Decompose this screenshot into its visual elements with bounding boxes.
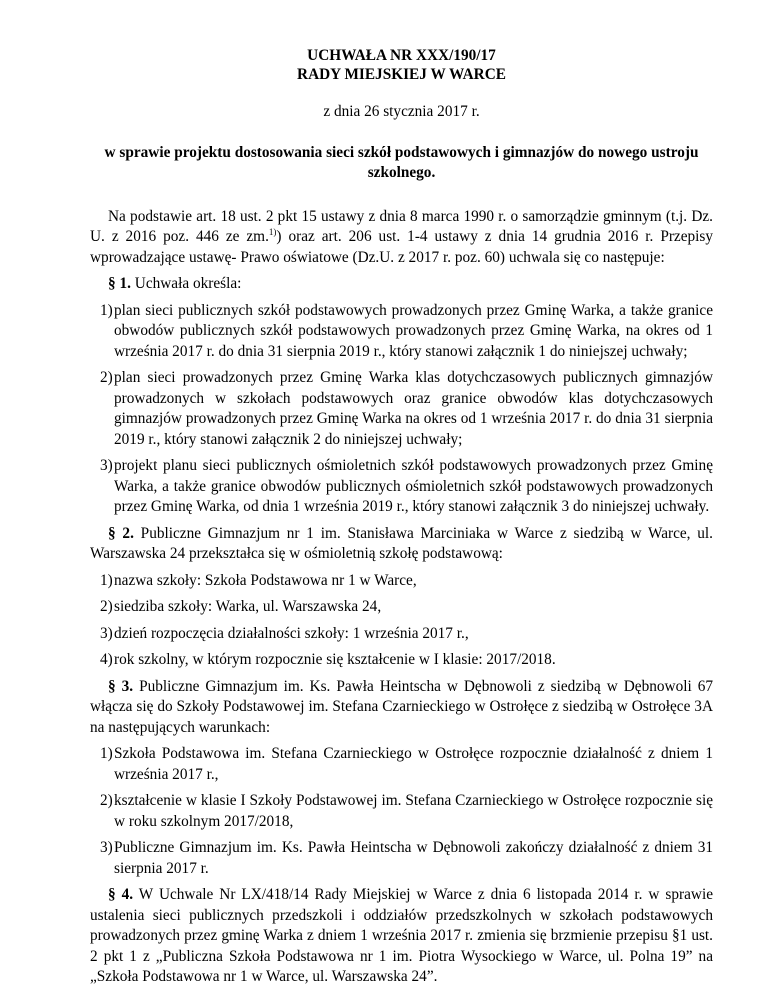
legal-basis-paragraph [90, 207, 713, 269]
resolution-subject: w sprawie projektu dostosowania sieci szkół podstawowych i gimnazjów do nowego ustroju szkolnego. [104, 143, 699, 181]
list-item [90, 838, 713, 879]
list-item-number: 3) [100, 624, 113, 642]
list-item-number: 2) [100, 369, 113, 386]
list-item-number: 3) [100, 457, 113, 474]
document-page [90, 0, 713, 988]
section-3-text: Publiczne Gimnazjum im. Ks. Pawła Heintscha w Dębnowoli z siedzibą w Dębnowoli 67 włącza się do Szkoły Podstawowej im. Stefana Czarnieckiego w Ostrołęce z siedzibą w Ostrołęce 3A na następujących warunkach: [90, 677, 713, 736]
list-item [90, 456, 713, 518]
list-item [90, 744, 713, 785]
section-4 [90, 885, 713, 988]
section-2 [90, 524, 713, 565]
section-1-number: § 1. [108, 275, 131, 292]
list-item-text: rok szkolny, w którym rozpocznie się kształcenie w I klasie: 2017/2018. [114, 651, 556, 668]
section-4-number: § 4. [108, 886, 134, 903]
list-item [90, 624, 713, 645]
council-name: RADY MIEJSKIEJ W WARCE [297, 66, 506, 83]
list-item-text: Szkoła Podstawowa im. Stefana Czarnieckiego w Ostrołęce rozpocznie działalność z dniem 1 września 2017 r., [114, 745, 713, 783]
section-3 [90, 677, 713, 739]
section-3-number: § 3. [108, 677, 134, 695]
list-item-number: 1) [100, 301, 113, 319]
list-item-text: dzień rozpoczęcia działalności szkoły: 1 września 2017 r., [114, 624, 469, 642]
list-item [90, 368, 713, 450]
list-item-text: Publiczne Gimnazjum im. Ks. Pawła Heintscha w Dębnowoli zakończy działalność z dniem 31 sierpnia 2017 r. [114, 839, 713, 877]
section-2-number: § 2. [108, 524, 134, 542]
section-1-text: Uchwała określa: [130, 275, 242, 292]
resolution-title: UCHWAŁA NR XXX/190/17 [307, 47, 496, 64]
list-item-number: 1) [100, 571, 113, 589]
list-item-number: 2) [100, 792, 113, 809]
list-item-text: siedziba szkoły: Warka, ul. Warszawska 24, [114, 598, 382, 615]
list-item-number: 2) [100, 598, 113, 615]
section-1 [90, 274, 713, 295]
legal-basis-text-a: Na podstawie art. 18 ust. 2 pkt 15 ustawy z dnia 8 marca 1990 r. o samorządzie gminnym (t.j. Dz. U. z 2016 poz. 446 ze zm. [90, 207, 713, 245]
section-2-text: Publiczne Gimnazjum nr 1 im. Stanisława Marciniaka w Warce z siedzibą w Warce, ul. Warszawska 24 przekształca się w ośmioletnią szkołę podstawową: [90, 524, 713, 562]
list-item-number: 1) [100, 745, 113, 762]
list-item-text: plan sieci publicznych szkół podstawowych prowadzonych przez Gminę Warka, a także granice obwodów publicznych szkół podstawowych prowadzonych przez Gminę Warka, na okres od 1 września 2017 r. do dnia 31 sierpnia 2019 r., który stanowi załącznik 1 do niniejszej uchwały; [114, 301, 713, 360]
legal-basis-text-b: ) oraz art. 206 ust. 1-4 ustawy z dnia 14 grudnia 2016 r. Przepisy wprowadzające ustawę- Prawo oświatowe (Dz.U. z 2017 r. poz. 60) uchwala się co następuje: [90, 228, 714, 266]
list-item-text: kształcenie w klasie I Szkoły Podstawowej im. Stefana Czarnieckiego w Ostrołęce rozpocznie się w roku szkolnym 2017/2018, [114, 792, 713, 830]
list-item-text: plan sieci prowadzonych przez Gminę Warka klas dotychczasowych publicznych gimnazjów prowadzonych w szkołach podstawowych oraz granice obwodów klas dotychczasowych gimnazjów prowadzonych przez Gminę Warka na okres od 1 września 2017 r. do dnia 31 sierpnia 2019 r., który stanowi załącznik 2 do niniejszej uchwały; [114, 369, 713, 448]
resolution-date: z dnia 26 stycznia 2017 r. [323, 103, 480, 120]
list-item [90, 301, 713, 363]
list-item [90, 791, 713, 832]
list-item [90, 597, 713, 618]
section-4-text: W Uchwale Nr LX/418/14 Rady Miejskiej w Warce z dnia 6 listopada 2014 r. w sprawie ustalenia sieci publicznych przedszkoli i oddziałów przedszkolnych w szkołach podstawowych prowadzonych przez gminę Warka z dniem 1 września 2017 r. zmienia się brzmienie przepisu §1 ust. 2 pkt 1 z „Publiczna Szkoła Podstawowa nr 1 im. Piotra Wysockiego w Warce, ul. Polna 19” na „Szkoła Podstawowa nr 1 w Warce, ul. Warszawska 24”. [90, 886, 714, 985]
list-item-number: 4) [100, 651, 113, 668]
footnote-ref: 1) [268, 226, 277, 237]
list-item-text: nazwa szkoły: Szkoła Podstawowa nr 1 w Warce, [114, 571, 417, 589]
list-item [90, 571, 713, 592]
list-item-text: projekt planu sieci publicznych ośmioletnich szkół podstawowych prowadzonych przez Gminę Warka, a także granice obwodów publicznych ośmioletnich szkół podstawowych prowadzonych przez Gminę Warka, od dnia 1 września 2019 r., który stanowi załącznik 3 do niniejszej uchwały. [114, 457, 713, 515]
list-item-number: 3) [100, 839, 113, 856]
list-item [90, 650, 713, 671]
